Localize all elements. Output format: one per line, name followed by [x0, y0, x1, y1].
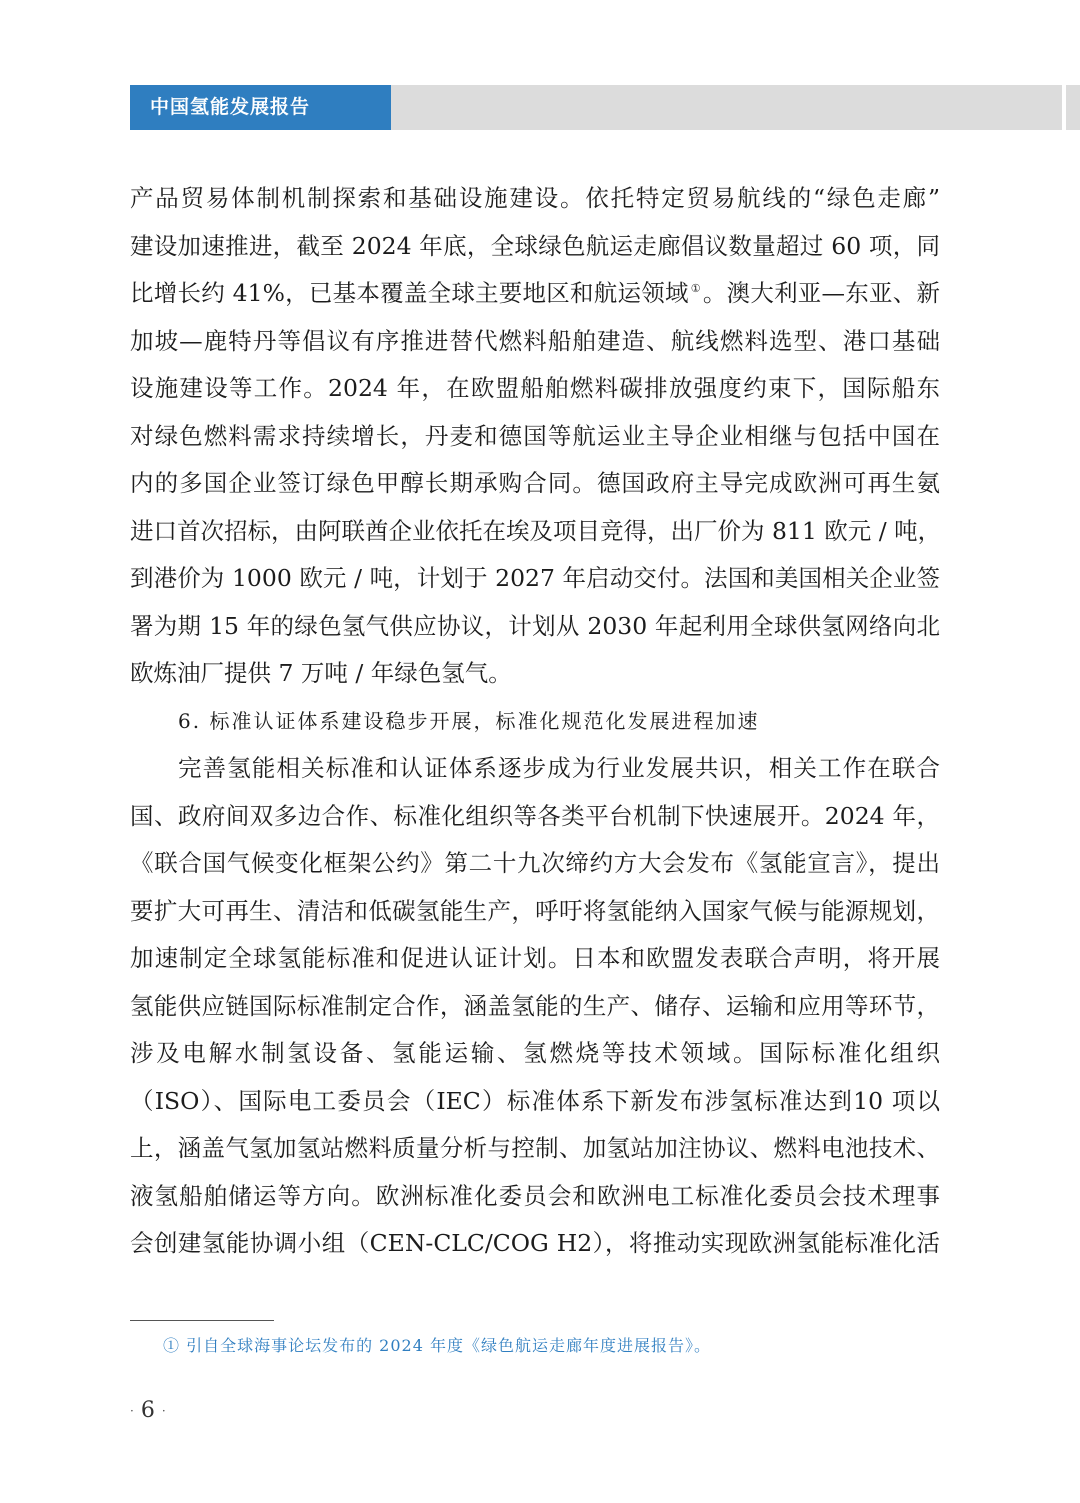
text-line: 会创建氢能协调小组（CEN-CLC/COG H2），将推动实现欧洲氢能标准化活: [130, 1229, 940, 1257]
text-line: 建设加速推进，截至 2024 年底，全球绿色航运走廊倡议数量超过 60 项，同: [130, 231, 940, 260]
text-line: 署为期 15 年的绿色氢气供应协议，计划从 2030 年起利用全球供氢网络向北: [130, 611, 940, 640]
text-line: 加坡—鹿特丹等倡议有序推进替代燃料船舶建造、航线燃料选型、港口基础: [130, 326, 940, 355]
text-line: 涉及电解水制氢设备、氢能运输、氢燃烧等技术领域。国际标准化组织: [130, 1039, 940, 1067]
text-line: 对绿色燃料需求持续增长，丹麦和德国等航运业主导企业相继与包括中国在: [130, 421, 940, 450]
page-number: [130, 1398, 166, 1423]
footnote-divider: [130, 1320, 274, 1321]
text-line: 氢能供应链国际标准制定合作，涵盖氢能的生产、储存、运输和应用等环节，: [130, 991, 940, 1020]
text-line: 完善氢能相关标准和认证体系逐步成为行业发展共识，相关工作在联合: [178, 754, 940, 782]
page-number-value: 6: [140, 1398, 155, 1423]
text-line: 设施建设等工作。2024 年，在欧盟船舶燃料碳排放强度约束下，国际船东: [130, 374, 940, 402]
text-line: 到港价为 1000 欧元 / 吨，计划于 2027 年启动交付。法国和美国相关企业签: [130, 564, 940, 592]
footnote-reference[interactable]: ①: [690, 282, 701, 296]
page-dot: ·: [130, 1404, 134, 1418]
running-header: [130, 85, 1062, 130]
text-line: 内的多国企业签订绿色甲醇长期承购合同。德国政府主导完成欧洲可再生氨: [130, 469, 940, 497]
report-title: 中国氢能发展报告: [130, 85, 391, 130]
text-line: 要扩大可再生、清洁和低碳氢能生产，呼吁将氢能纳入国家气候与能源规划，: [130, 896, 940, 925]
text-line: 产品贸易体制机制探索和基础设施建设。依托特定贸易航线的“绿色走廊”: [130, 184, 940, 212]
text-line: 进口首次招标，由阿联酋企业依托在埃及项目竞得，出厂价为 811 欧元 / 吨，: [130, 516, 942, 545]
text-line: [130, 270, 940, 318]
footnote: ① 引自全球海事论坛发布的 2024 年度《绿色航运走廊年度进展报告》。: [163, 1336, 711, 1355]
page-dot: ·: [161, 1404, 166, 1418]
text-segment: 。澳大利亚—东亚、新: [702, 279, 941, 307]
text-line: 欧炼油厂提供 7 万吨 / 年绿色氢气。: [130, 659, 512, 687]
text-line: 《联合国气候变化框架公约》第二十九次缔约方大会发布《氢能宣言》，提出: [130, 849, 940, 877]
text-line: （ISO）、国际电工委员会（IEC）标准体系下新发布涉氢标准达到10 项以: [130, 1086, 940, 1115]
section-heading: 6. 标准认证体系建设稳步开展，标准化规范化发展进程加速: [178, 708, 760, 733]
text-line: 液氢船舶储运等方向。欧洲标准化委员会和欧洲电工标准化委员会技术理事: [130, 1181, 940, 1210]
body-text: [130, 175, 940, 1268]
header-edge-tab: [1066, 85, 1080, 130]
text-segment: 比增长约 41%，已基本覆盖全球主要地区和航运领域: [130, 279, 689, 307]
text-line: 加速制定全球氢能标准和促进认证计划。日本和欧盟发表联合声明，将开展: [130, 944, 940, 972]
text-line: 国、政府间双多边合作、标准化组织等各类平台机制下快速展开。2024 年，: [130, 801, 940, 830]
text-line: 上，涵盖气氢加氢站燃料质量分析与控制、加氢站加注协议、燃料电池技术、: [130, 1134, 940, 1162]
